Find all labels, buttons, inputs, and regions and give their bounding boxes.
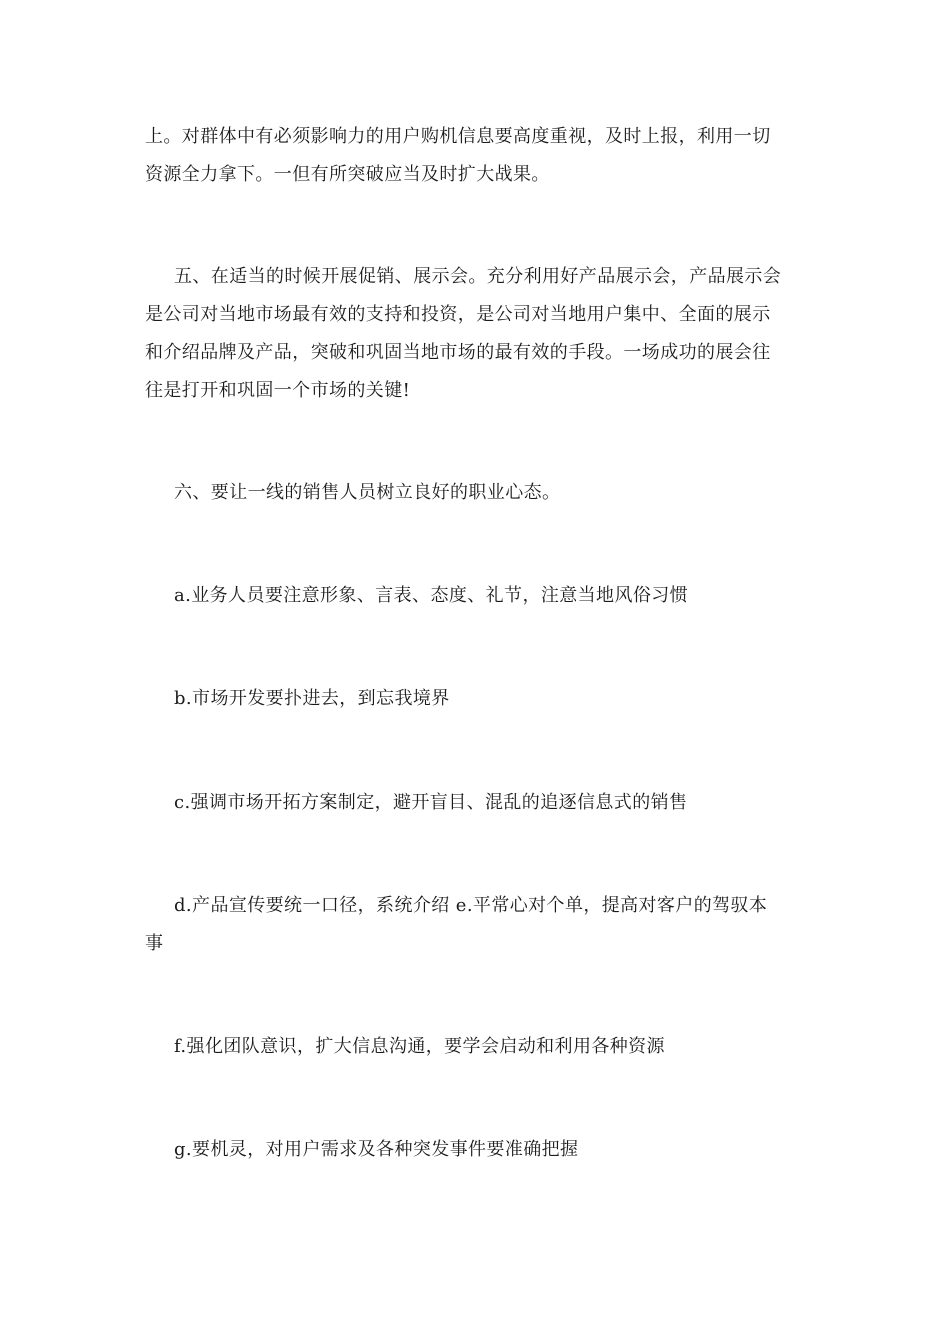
paragraph-line: f.强化团队意识，扩大信息沟通，要学会启动和利用各种资源 — [174, 1036, 665, 1057]
paragraph-line: 六、要让一线的销售人员树立良好的职业心态。 — [174, 482, 561, 503]
paragraph-line: b.市场开发要扑进去，到忘我境界 — [174, 688, 450, 709]
paragraph-line: 资源全力拿下。一但有所突破应当及时扩大战果。 — [145, 164, 550, 185]
paragraph-line: g.要机灵，对用户需求及各种突发事件要准确把握 — [174, 1139, 579, 1160]
paragraph-section-five — [145, 258, 807, 410]
paragraph-continuation — [145, 118, 807, 194]
list-item-f — [145, 1028, 807, 1066]
paragraph-section-six — [145, 474, 807, 512]
paragraph-line: c.强调市场开拓方案制定，避开盲目、混乱的追逐信息式的销售 — [174, 792, 688, 813]
paragraph-line: 是公司对当地市场最有效的支持和投资，是公司对当地用户集中、全面的展示 — [145, 304, 771, 325]
paragraph-line: a.业务人员要注意形象、言表、态度、礼节，注意当地风俗习惯 — [174, 585, 689, 606]
list-item-a — [145, 577, 807, 615]
list-item-c — [145, 784, 807, 822]
paragraph-line: 事 — [145, 933, 164, 954]
list-item-g — [145, 1131, 807, 1169]
list-item-b — [145, 680, 807, 718]
paragraph-line: d.产品宣传要统一口径，系统介绍 e.平常心对个单，提高对客户的驾驭本 — [174, 895, 768, 916]
paragraph-line: 五、在适当的时候开展促销、展示会。充分利用好产品展示会，产品展示会 — [174, 266, 782, 287]
paragraph-line: 和介绍品牌及产品，突破和巩固当地市场的最有效的手段。一场成功的展会往 — [145, 342, 771, 363]
paragraph-line: 往是打开和巩固一个市场的关键! — [145, 380, 411, 401]
paragraph-line: 上。对群体中有必须影响力的用户购机信息要高度重视，及时上报，利用一切 — [145, 126, 771, 147]
list-item-d-e — [145, 887, 807, 963]
